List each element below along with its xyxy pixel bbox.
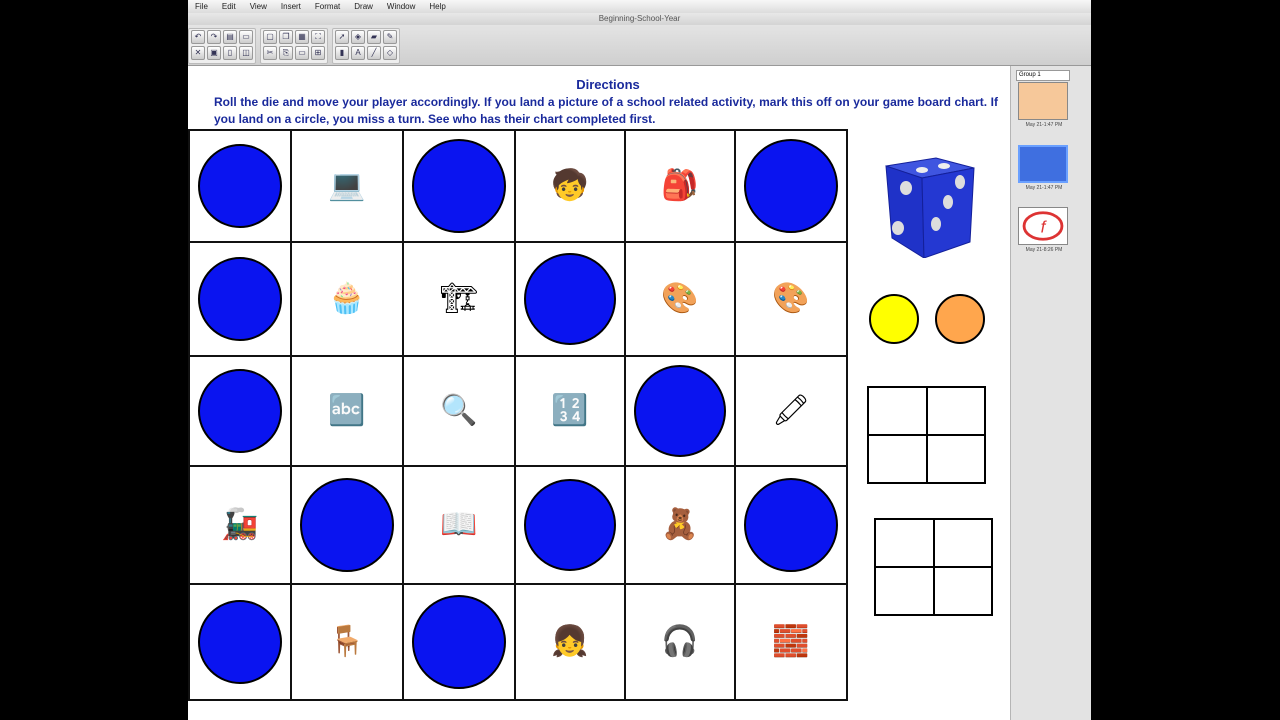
- paint-palette-icon: 🎨: [772, 282, 810, 315]
- page-thumbnail-label: May 21-8:26 PM: [1025, 247, 1063, 253]
- child-laptop-icon: 💻: [328, 169, 366, 202]
- board-cell[interactable]: [624, 355, 736, 467]
- chart-cell[interactable]: [927, 387, 986, 435]
- board-cell[interactable]: [290, 465, 404, 585]
- girl-playing-icon: 👧: [551, 625, 589, 658]
- lose-turn-circle: [524, 479, 616, 571]
- menu-file[interactable]: File: [195, 2, 208, 11]
- board-cell[interactable]: [188, 355, 292, 467]
- backpack-icon: 🎒: [661, 169, 699, 202]
- menu-window[interactable]: Window: [386, 2, 416, 11]
- board-cell[interactable]: [624, 129, 736, 243]
- board-cell[interactable]: [188, 465, 292, 585]
- undo-icon[interactable]: ↶: [191, 30, 205, 44]
- svg-text:f: f: [1040, 217, 1046, 237]
- insert-page-icon[interactable]: ▢: [263, 30, 277, 44]
- board-cell[interactable]: [514, 465, 626, 585]
- boys-numbers-icon: 🔢: [551, 394, 589, 427]
- lose-turn-circle: [412, 139, 506, 233]
- open-icon[interactable]: ▤: [223, 30, 237, 44]
- highlighter-icon[interactable]: ▮: [335, 46, 349, 60]
- menu-view[interactable]: View: [249, 2, 267, 11]
- board-cell[interactable]: [290, 583, 404, 701]
- pen-icon[interactable]: ✎: [383, 30, 397, 44]
- f-logo-icon: [1019, 208, 1067, 244]
- chart-cell[interactable]: [934, 567, 993, 615]
- lose-turn-circle: [744, 478, 838, 572]
- menu-draw[interactable]: Draw: [354, 2, 373, 11]
- text-tool-icon[interactable]: A: [351, 46, 365, 60]
- chart-cell[interactable]: [875, 567, 934, 615]
- lose-turn-circle: [198, 257, 282, 341]
- board-cell[interactable]: [514, 355, 626, 467]
- board-cell[interactable]: [402, 465, 516, 585]
- grid-icon[interactable]: ⊞: [311, 46, 325, 60]
- board-cell[interactable]: [188, 129, 292, 243]
- lose-turn-circle: [198, 369, 282, 453]
- lose-turn-circle: [744, 139, 838, 233]
- chart-cell[interactable]: [927, 435, 986, 483]
- board-cell[interactable]: [402, 129, 516, 243]
- board-cell[interactable]: [514, 583, 626, 701]
- page-icon[interactable]: ▯: [223, 46, 237, 60]
- board-cell[interactable]: [624, 583, 736, 701]
- board-cell[interactable]: [734, 241, 848, 357]
- board-cell[interactable]: [188, 583, 292, 701]
- cut-icon[interactable]: ✂: [263, 46, 277, 60]
- paste-icon[interactable]: ▭: [295, 46, 309, 60]
- child-painting-icon: 🎨: [661, 282, 699, 315]
- eraser-icon[interactable]: ▰: [367, 30, 381, 44]
- chart-cell[interactable]: [868, 435, 927, 483]
- board-cell[interactable]: [290, 129, 404, 243]
- girl-drawing-icon: 🖍: [771, 394, 811, 427]
- board-cell[interactable]: [290, 355, 404, 467]
- redo-icon[interactable]: ↷: [207, 30, 221, 44]
- board-cell[interactable]: [514, 241, 626, 357]
- fill-icon[interactable]: ◈: [351, 30, 365, 44]
- player-chart-1: [867, 386, 986, 484]
- line-icon[interactable]: ╱: [367, 46, 381, 60]
- die-icon[interactable]: [878, 154, 976, 258]
- notebook-app-window: [188, 0, 1091, 720]
- group-selector[interactable]: Group 1: [1016, 70, 1070, 81]
- page-thumbnail-label: May 21-1:47 PM: [1025, 185, 1063, 191]
- board-cell[interactable]: [188, 241, 292, 357]
- directions-text: Roll the die and move your player accordingly. If you land a picture of a school related activity, mark this off on your game board chart. If you land on a circle, you miss a turn. See who has their chart completed first.: [214, 95, 998, 126]
- toy-picnic-table-icon: 🪑: [328, 625, 366, 658]
- board-cell[interactable]: [514, 129, 626, 243]
- capture-icon[interactable]: ◫: [239, 46, 253, 60]
- train-track-icon: 🚂: [221, 508, 259, 541]
- girl-play-kitchen-icon: 🧁: [328, 282, 366, 315]
- shape-icon[interactable]: ◇: [383, 46, 397, 60]
- board-cell[interactable]: [734, 583, 848, 701]
- lose-turn-circle: [198, 144, 282, 228]
- toolbar: [188, 25, 1091, 66]
- duplicate-icon[interactable]: ❐: [279, 30, 293, 44]
- menu-insert[interactable]: Insert: [280, 2, 301, 11]
- notebook-page[interactable]: [188, 66, 1010, 720]
- lose-turn-circle: [300, 478, 394, 572]
- page-thumbnail-3[interactable]: [1018, 207, 1068, 245]
- lose-turn-circle: [198, 600, 282, 684]
- page-sorter-sidebar: [1010, 66, 1091, 720]
- letter-blocks-icon: 🔤: [328, 394, 366, 427]
- board-cell[interactable]: [734, 355, 848, 467]
- copy-icon[interactable]: ⎘: [279, 46, 293, 60]
- player-token-orange[interactable]: [935, 294, 985, 344]
- player-chart-2: [874, 518, 993, 616]
- teacher-reading-icon: 📖: [440, 508, 478, 541]
- girl-headphones-icon: 🎧: [661, 625, 699, 658]
- fullscreen-icon[interactable]: ⛶: [311, 30, 325, 44]
- board-cell[interactable]: [402, 583, 516, 701]
- page-thumbnail-1[interactable]: [1018, 82, 1068, 120]
- delete-icon[interactable]: ✕: [191, 46, 205, 60]
- boy-playdough-icon: 🧸: [661, 508, 699, 541]
- window-title: Beginning-School-Year: [188, 13, 1091, 25]
- board-cell[interactable]: [734, 465, 848, 585]
- save-icon[interactable]: ▣: [207, 46, 221, 60]
- page-thumbnail-label: May 21-1:47 PM: [1025, 122, 1063, 128]
- chart-cell[interactable]: [868, 387, 927, 435]
- menu-help[interactable]: Help: [429, 2, 446, 11]
- boy-magnifier-icon: 🔍: [440, 394, 478, 427]
- game-board: [188, 129, 846, 699]
- directions-title: Directions: [576, 77, 640, 92]
- table-icon[interactable]: ▦: [295, 30, 309, 44]
- player-token-yellow[interactable]: [869, 294, 919, 344]
- select-icon[interactable]: ➚: [335, 30, 349, 44]
- lose-turn-circle: [634, 365, 726, 457]
- toolbar-group-file: [188, 28, 256, 64]
- board-cell[interactable]: [624, 241, 736, 357]
- page-thumbnail-2[interactable]: [1018, 145, 1068, 183]
- board-cell[interactable]: [402, 241, 516, 357]
- child-easel-icon: 🧒: [551, 169, 589, 202]
- menu-bar: [188, 0, 1091, 14]
- menu-format[interactable]: Format: [314, 2, 341, 11]
- toolbar-group-tools: [332, 28, 400, 64]
- chart-cell[interactable]: [934, 519, 993, 567]
- board-cell[interactable]: [402, 355, 516, 467]
- lose-turn-circle: [412, 595, 506, 689]
- lose-turn-circle: [524, 253, 616, 345]
- board-cell[interactable]: [624, 465, 736, 585]
- board-cell[interactable]: [734, 129, 848, 243]
- screen-icon[interactable]: ▭: [239, 30, 253, 44]
- block-tower-icon: 🏗: [439, 282, 479, 315]
- lego-bricks-icon: 🧱: [772, 625, 810, 658]
- menu-edit[interactable]: Edit: [221, 2, 236, 11]
- chart-cell[interactable]: [875, 519, 934, 567]
- board-cell[interactable]: [290, 241, 404, 357]
- toolbar-group-page: [260, 28, 328, 64]
